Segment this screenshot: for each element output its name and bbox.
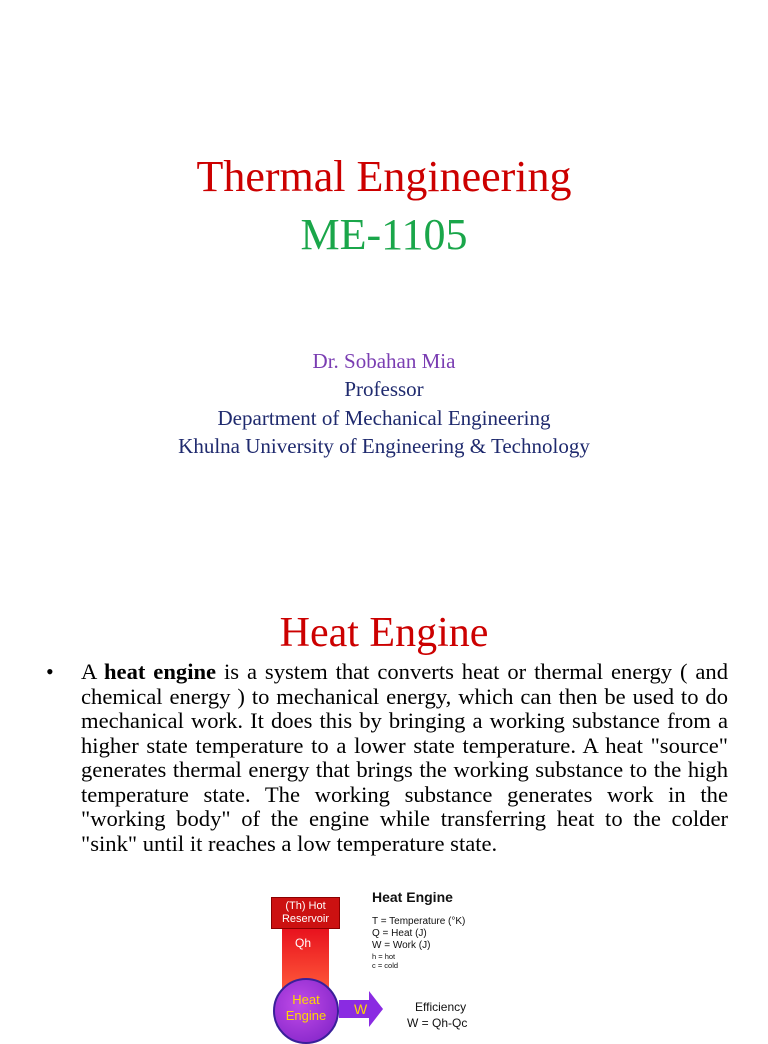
hot-reservoir-label-1: (Th) Hot xyxy=(285,900,326,912)
university-name: Khulna University of Engineering & Technology xyxy=(178,434,590,458)
engine-label-1: Heat xyxy=(292,992,320,1007)
heat-engine-circle xyxy=(273,978,339,1044)
legend-item: W = Work (J) xyxy=(372,940,431,951)
legend-item: T = Temperature (°K) xyxy=(372,916,466,927)
legend-item: c = cold xyxy=(372,961,399,970)
author-name: Dr. Sobahan Mia xyxy=(312,349,456,373)
body-paragraph xyxy=(81,660,728,856)
hot-reservoir-box xyxy=(271,897,340,929)
efficiency-formula: W = Qh-Qc xyxy=(407,1016,468,1030)
heat-engine-diagram xyxy=(262,884,562,1030)
legend-item: h = hot xyxy=(372,952,396,961)
efficiency-label: Efficiency xyxy=(415,1000,467,1014)
diagram-legend xyxy=(372,916,465,970)
work-label: W xyxy=(354,1001,368,1017)
paragraph-lead: A xyxy=(81,659,104,684)
hot-reservoir-label-2: Reservoir xyxy=(281,913,330,925)
section-heading: Heat Engine xyxy=(279,610,489,656)
work-arrow-head xyxy=(369,991,383,1027)
slide-title: Thermal Engineering xyxy=(196,152,572,201)
qh-label: Qh xyxy=(295,936,312,950)
paragraph-body: is a system that converts heat or thermal energy ( and chemical energy ) to mechanical energy, which can then be used to do mechanical work. It does this by bringing a working substance from a higher state temperature to a lower state temperature. A heat "source" generates thermal energy that brings the working substance to the high temperature state. The working substance generates work in the "working body" of the engine while transferring heat to the colder "sink" until it reaches a low temperature state. xyxy=(81,659,728,856)
bullet-marker: • xyxy=(46,659,54,684)
diagram-title: Heat Engine xyxy=(372,889,453,905)
author-position: Professor xyxy=(344,377,424,401)
engine-label-2: Engine xyxy=(285,1008,327,1023)
bold-term: heat engine xyxy=(103,659,217,684)
department-name: Department of Mechanical Engineering xyxy=(217,406,551,430)
course-code: ME-1105 xyxy=(300,210,468,259)
legend-item: Q = Heat (J) xyxy=(372,928,427,939)
